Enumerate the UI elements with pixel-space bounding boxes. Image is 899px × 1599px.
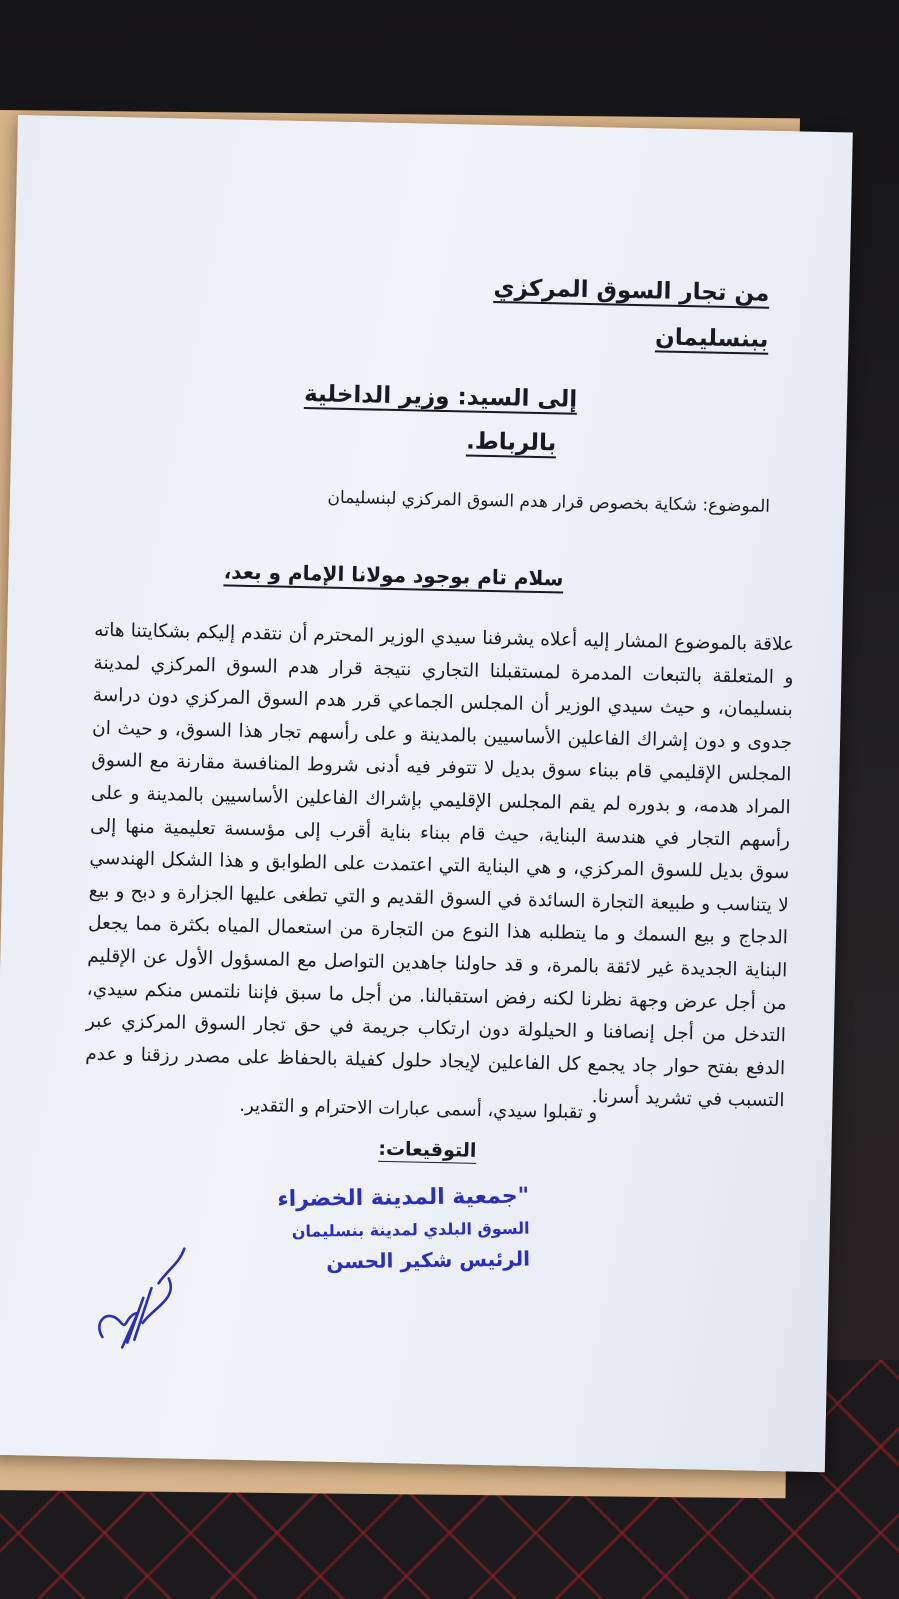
sender-line: من تجار السوق المركزي — [493, 274, 770, 307]
recipient-city: بالرباط. — [465, 428, 557, 457]
stamp-org-name: "جمعية المدينة الخضراء — [277, 1183, 530, 1213]
letter-page — [0, 115, 853, 1472]
greeting: سلام تام بوجود مولانا الإمام و بعد، — [223, 559, 564, 591]
closing-line: و تقبلوا سيدي، أسمى عبارات الاحترام و التقدير. — [239, 1094, 598, 1124]
handwritten-signature — [82, 1227, 195, 1359]
association-stamp — [277, 1180, 530, 1278]
recipient-line: إلى السيد: وزير الداخلية — [303, 381, 578, 413]
sender-city: ببنسليمان — [654, 324, 769, 353]
signatures-title: التوقيعات: — [378, 1137, 477, 1162]
subject-line: الموضوع: شكاية بخصوص قرار هدم السوق المركزي لبنسليمان — [327, 487, 771, 517]
stamp-president: الرئيس شكير الحسن — [326, 1246, 531, 1274]
letter-body: علاقة بالموضوع المشار إليه أعلاه يشرفنا سيدي الوزير المحترم أن نتقدم إليكم بشكايتنا هاته و المتعلقة بالتبعات المدمرة لمستقبلنا التجاري نتيجة قرار هدم السوق المركزي لمدينة بنسليمان، و حيث سيدي الوزير أن المجلس الجماعي قرر هدم السوق المركزي دون دراسة جدوى و دون إشراك الفاعلين الأساسيين بالمدينة و على رأسهم تجار هذا السوق، و حيث ان المجلس الإقليمي قام ببناء سوق بديل لا تتوفر فيه أدنى شروط المنافسة مقارنة مع السوق المراد هدمه، و بدوره لم يقم المجلس الإقليمي بإشراك الفاعلين الأساسيين بالمدينة و على رأسهم التجار في هندسة البناية، حيث قام ببناء بناية أقرب إلى مؤسسة تعليمية منها إلى سوق بديل للسوق المركزي، و هي البناية التي اعتمدت على الطوابق و هذا الشكل الهندسي لا يتناسب و طبيعة التجارة السائدة في السوق القديم و التي تطغى عليها الجزارة و دبح و بيع الدجاج و بيع السمك و ما يتطلبه هذا النوع من التجارة من استعمال المياه بكثرة مما يجعل البناية الجديدة غير لائقة بالمرة، و قد حاولنا جاهدين التواصل مع المسؤول الأول عن الإقليم من أجل عرض وجهة نظرنا لكنه رفض استقبالنا. من أجل ما سبق فإننا نلتمس منكم سيدي، التدخل من أجل إنصافنا و الحيلولة دون ارتكاب جريمة في حق تجار السوق المركزي عبر الدفع بفتح حوار جاد يجمع كل الفاعلين لإيجاد حلول كفيلة بالحفاظ على مصدر رزقنا و عدم التسبب في تشريد أسرنا. — [85, 619, 795, 1112]
stamp-market-name: السوق البلدي لمدينة بنسليمان — [291, 1218, 530, 1241]
